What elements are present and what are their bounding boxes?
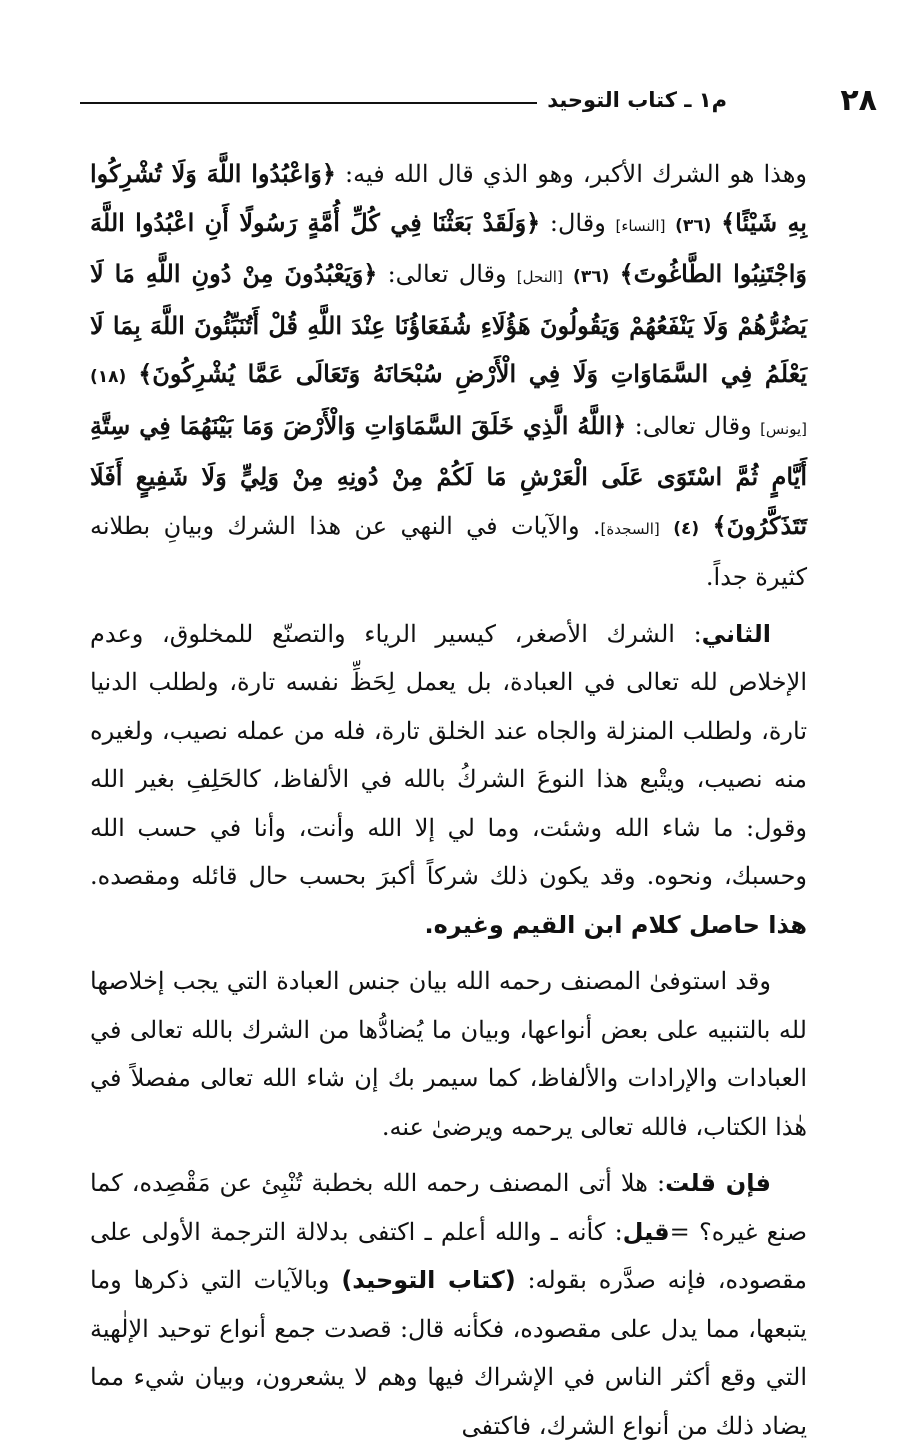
paragraph-question-answer: [90, 1159, 807, 1450]
book-title-quote: (كتاب التوحيد): [341, 1266, 516, 1294]
page-header: [80, 80, 877, 120]
quran-verse: ﴿وَيَعْبُدُونَ مِنْ دُونِ اللَّهِ مَا لَا يَضُرُّهُمْ وَلَا يَنْفَعُهُمْ وَيَقُولُونَ هَؤُلَاءِ شُفَعَاؤُنَا عِنْدَ اللَّهِ قُلْ أَتُنَبِّئُونَ اللَّهَ بِمَا لَا يَعْلَمُ فِي السَّمَاوَاتِ وَلَا فِي الْأَرْضِ سُبْحَانَهُ وَتَعَالَى عَمَّا يُشْرِكُونَ﴾: [90, 259, 807, 388]
paragraph-text: : هلا أتى المصنف رحمه الله بخطبة تُنْبِئ عن مَقْصِده، كما صنع غيره؟ =: [90, 1169, 807, 1246]
source-note: هذا حاصل كلام ابن القيم وغيره.: [424, 910, 807, 939]
ayah-number: (٣٦): [573, 267, 610, 287]
paragraph-author-method: [90, 957, 807, 1151]
paragraph-lead: الثاني: [701, 619, 771, 648]
paragraph-text: وقد استوفىٰ المصنف رحمه الله بيان جنس العبادة التي يجب إخلاصها لله بالتنبيه على بعض أنواعها، وبيان ما يُضادُّها من الشرك بالله تعالى في العبادات والإرادات والألفاظ، كما سيمر بك إن شاء الله تعالى مفصلاً في هٰذا الكتاب، فالله تعالى يرحمه ويرضىٰ عنه.: [90, 967, 807, 1141]
question-lead: فإن قلت: [665, 1169, 772, 1197]
ayah-number: (٣٦): [675, 215, 712, 236]
ayah-number: (١٨): [90, 367, 127, 387]
page-body: [90, 150, 808, 1440]
header-rule: [80, 102, 537, 104]
running-title: م١ ـ كتاب التوحيد: [547, 88, 727, 112]
quran-verse: ﴿اللَّهُ الَّذِي خَلَقَ السَّمَاوَاتِ وَالْأَرْضَ وَمَا بَيْنَهُمَا فِي سِتَّةِ أَيَّامٍ ثُمَّ اسْتَوَى عَلَى الْعَرْشِ مَا لَكُمْ مِنْ دُونِهِ مِنْ وَلِيٍّ وَلَا شَفِيعٍ أَفَلَا تَتَذَكَّرُونَ﴾: [90, 410, 807, 540]
quran-verse: ﴿وَاعْبُدُوا اللَّهَ وَلَا تُشْرِكُوا بِهِ شَيْئًا﴾: [90, 159, 807, 237]
paragraph-text: وبالآيات التي ذكرها وما يتبعها، مما يدل على مقصوده، فكأنه قال: قصدت جمع أنواع توحيد الإلٰهية التي وقع أكثر الناس في الإشراك فيها وهم لا يشعرون، وبيان شيء مما يضاد ذلك من أنواع الشرك، فاكتفى: [90, 1266, 807, 1440]
quran-verse: ﴿وَلَقَدْ بَعَثْنَا فِي كُلِّ أُمَّةٍ رَسُولًا أَنِ اعْبُدُوا اللَّهَ وَاجْتَنِبُوا الطَّاغُوتَ﴾: [90, 207, 807, 288]
surah-reference: [يونس]: [760, 419, 807, 438]
answer-lead: قيل: [622, 1217, 670, 1246]
surah-reference: [النساء]: [615, 216, 666, 235]
paragraph-text: وقال:: [540, 208, 616, 237]
surah-reference: [السجدة]: [600, 519, 660, 538]
page-number: ٢٨: [840, 82, 877, 118]
paragraph-text: : الشرك الأصغر، كيسير الرياء والتصنّع للمخلوق، وعدم الإخلاص لله تعالى في العبادة، بل يعمل لِحَظِّ نفسه تارة، ولطلب الدنيا تارة، ولطلب المنزلة والجاه عند الخلق تارة، فله من عمله نصيب، ولغيره منه نصيب، ويتْبع هذا النوعَ الشركُ بالله في الألفاظ، كالحَلِفِ بغير الله وقول: ما شاء الله وشئت، وما لي إلا الله وأنت، وأنا في حسب الله وحسبك، ونحوه. وقد يكون ذلك شركاً أكبرَ بحسب حال قائله ومقصده.: [90, 619, 808, 890]
paragraph-minor-shirk: [90, 610, 807, 950]
paragraph-text: وقال تعالى:: [377, 260, 517, 288]
ayah-number: (٤): [673, 518, 700, 539]
paragraph-text: وقال تعالى:: [626, 411, 761, 440]
surah-reference: [النحل]: [516, 268, 563, 286]
paragraph-quran-verses: [90, 150, 807, 602]
paragraph-text: . والآيات في النهي عن هذا الشرك وبيانِ بطلانه كثيرة جداً.: [90, 511, 807, 591]
paragraph-text: : كأنه ـ والله أعلم ـ اكتفى بدلالة الترجمة الأولى على مقصوده، فإنه صدَّره بقوله:: [90, 1217, 807, 1294]
paragraph-text: وهذا هو الشرك الأكبر، وهو الذي قال الله فيه:: [335, 160, 808, 188]
